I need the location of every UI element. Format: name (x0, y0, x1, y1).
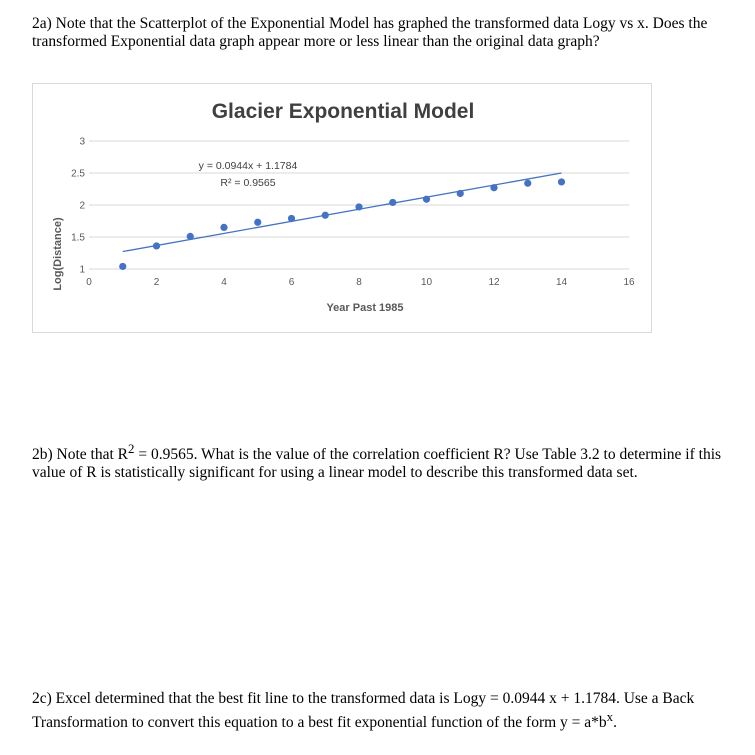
x-tick-label: 16 (623, 277, 635, 288)
data-point (119, 263, 126, 270)
question-2b-text-2: = 0.9565. What is the value of the correlation coefficient R? Use Table 3.2 to determine if this value of R is statistically significant for using a linear model to describe this transformed data set. (32, 446, 722, 482)
y-tick-label: 1 (79, 264, 85, 276)
question-2b-text-1: 2b) Note that R (32, 446, 128, 464)
data-point (558, 178, 565, 185)
r-squared-label: R² = 0.9565 (220, 177, 276, 189)
question-2b (32, 440, 732, 482)
chart-title: Glacier Exponential Model (211, 100, 475, 123)
y-axis-label: Log(Distance) (52, 217, 64, 291)
data-point (288, 215, 295, 222)
x-tick-label: 8 (356, 277, 362, 288)
x-tick-label: 12 (488, 277, 500, 288)
x-axis-label: Year Past 1985 (326, 302, 404, 314)
data-point (220, 224, 227, 231)
x-tick-label: 0 (86, 277, 92, 288)
data-point (423, 196, 430, 203)
scatter-chart (32, 83, 652, 333)
question-2b-superscript: 2 (128, 441, 135, 456)
data-point (254, 219, 261, 226)
question-2a: 2a) Note that the Scatterplot of the Exponential Model has graphed the transformed data Logy vs x. Does the transformed Exponential data graph appear more or less linear than the original data graph? (32, 15, 708, 50)
data-point (322, 212, 329, 219)
question-2c (32, 690, 732, 732)
y-tick-label: 2 (79, 200, 85, 212)
data-point (389, 199, 396, 206)
question-2c-superscript: x (606, 709, 614, 724)
data-point (457, 190, 464, 197)
x-tick-label: 14 (555, 277, 568, 288)
data-point (490, 184, 497, 191)
data-point (524, 180, 531, 187)
trendline-equation: y = 0.0944x + 1.1784 (198, 160, 298, 172)
question-2c-text-2: . (613, 714, 617, 732)
x-tick-label: 10 (420, 277, 433, 288)
y-tick-label: 2.5 (71, 168, 85, 180)
chart-canvas (33, 84, 651, 332)
question-2c-text-1: 2c) Excel determined that the best fit line to the transformed data is Logy = 0.0944 x + 1.1784. Use a Back Transformation to convert this equation to a best fit exponential function of the form y = a*b (32, 690, 695, 732)
y-tick-label: 3 (79, 136, 85, 148)
x-tick-label: 2 (153, 277, 160, 288)
y-tick-label: 1.5 (71, 232, 85, 244)
x-tick-label: 4 (221, 277, 227, 288)
data-point (187, 233, 194, 240)
data-point (153, 242, 160, 249)
data-point (355, 203, 362, 210)
x-tick-label: 6 (288, 277, 295, 288)
